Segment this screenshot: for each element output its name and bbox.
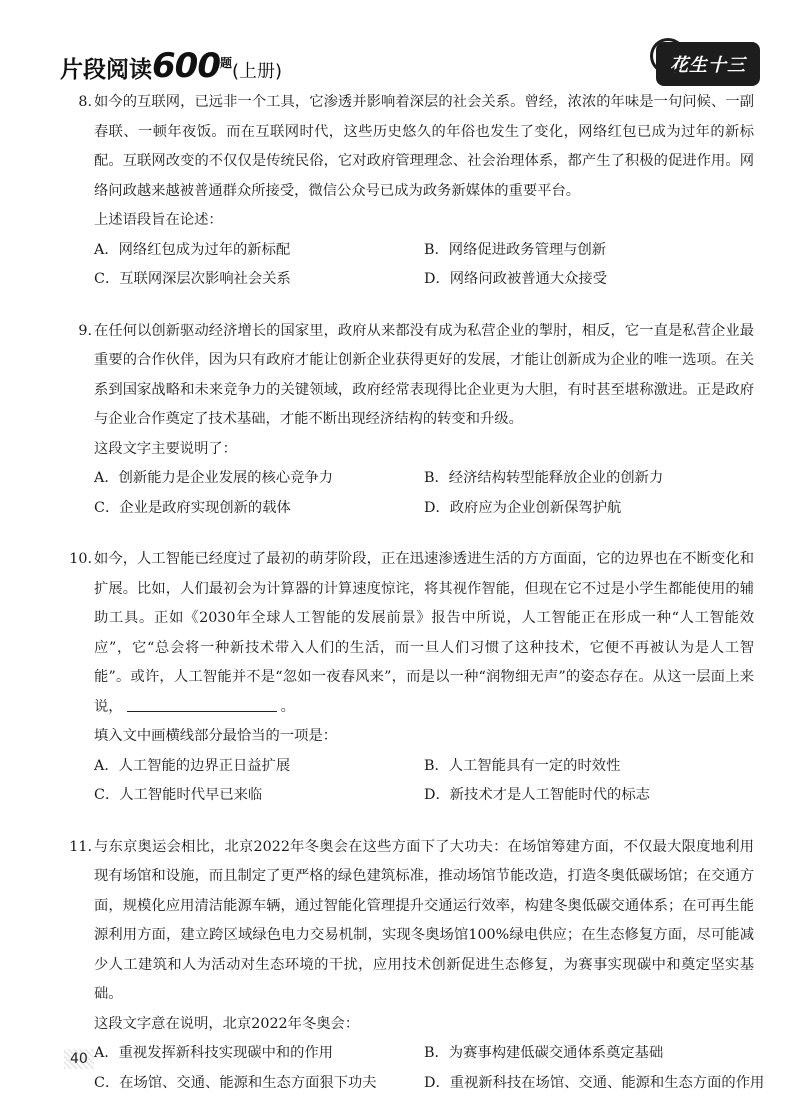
question-11 — [60, 833, 765, 1099]
option-b[interactable]: B．网络促进政务管理与创新 — [424, 241, 607, 258]
question-9 — [60, 317, 754, 524]
brand-logo — [656, 42, 760, 86]
question-prompt: 填入文中画横线部分最恰当的一项是： — [94, 728, 338, 744]
book-title-suffix: 题 — [219, 56, 232, 70]
answer-options — [60, 752, 754, 811]
option-d[interactable]: D．重视新科技在场馆、交通、能源和生态方面的作用 — [424, 1074, 765, 1091]
book-volume: (上册) — [232, 61, 283, 82]
option-a[interactable]: A．重视发挥新科技实现碳中和的作用 — [94, 1045, 334, 1061]
option-a[interactable]: A．网络红包成为过年的新标配 — [94, 241, 291, 258]
option-c[interactable]: C．在场馆、交通、能源和生态方面狠下功夫 — [94, 1074, 377, 1091]
book-title-prefix: 片段阅读 — [60, 57, 152, 83]
option-d[interactable]: D．政府应为企业创新保驾护航 — [424, 499, 622, 516]
question-text — [94, 545, 754, 722]
question-10 — [60, 545, 754, 811]
option-c[interactable]: C．人工智能时代早已来临 — [94, 787, 263, 803]
option-c[interactable]: C．企业是政府实现创新的载体 — [94, 499, 291, 516]
option-a[interactable]: A．人工智能的边界正日益扩展 — [94, 757, 291, 774]
option-b[interactable]: B．经济结构转型能释放企业的创新力 — [424, 470, 664, 486]
book-title-number: 600 — [152, 46, 220, 86]
page-number: 40 — [64, 1049, 94, 1069]
question-8 — [60, 88, 754, 295]
question-text-after-blank: 。 — [280, 698, 295, 715]
question-stem — [60, 833, 754, 1010]
question-prompt: 这段文字主要说明了： — [94, 440, 237, 457]
fill-in-blank — [127, 697, 277, 712]
question-text: 在任何以创新驱动经济增长的国家里，政府从来都没有成为私营企业的掣肘，相反，它一直是私营企业最重要的合作伙伴，因为只有政府才能让创新企业获得更好的发展，才能让创新成为企业的唯一选项。在关系到国家战略和未来竞争力的关键领域，政府经常表现得比企业更为大胆，有时甚至堪称激进。正是政府与企业合作奠定了技术基础，才能不断出现经济结构的转变和升级。 — [94, 322, 754, 427]
logo-text: 花生十三 — [670, 55, 746, 76]
answer-options — [60, 464, 754, 523]
question-number: 11. — [69, 838, 92, 855]
book-title — [60, 46, 282, 86]
option-b[interactable]: B．人工智能具有一定的时效性 — [424, 757, 621, 774]
option-d[interactable]: D．网络问政被普通大众接受 — [424, 271, 608, 287]
question-prompt: 这段文字意在说明，北京2022年冬奥会： — [94, 1015, 360, 1032]
option-d[interactable]: D．新技术才是人工智能时代的标志 — [424, 787, 650, 803]
option-b[interactable]: B．为赛事构建低碳交通体系奠定基础 — [424, 1045, 664, 1061]
question-number: 9. — [78, 322, 92, 339]
question-list — [60, 88, 765, 1120]
option-a[interactable]: A．创新能力是企业发展的核心竞争力 — [94, 470, 334, 486]
question-number: 8. — [78, 94, 92, 110]
question-number: 10. — [69, 551, 92, 567]
question-text: 与东京奥运会相比，北京2022年冬奥会在这些方面下了大功夫：在场馆筹建方面，不仅最大限度地利用现有场馆和设施，而且制定了更严格的绿色建筑标准，推动场馆节能改造，打造冬奥低碳场馆；在交通方面，规模化应用清洁能源车辆，通过智能化管理提升交通运行效率，构建冬奥低碳交通体系；在可再生能源利用方面，建立跨区域绿色电力交易机制，实现冬奥场馆100%绿电供应；在生态修复方面，尽可能减少人工建筑和人为活动对生态环境的干扰，应用技术创新促进生态修复，为赛事实现碳中和奠定坚实基础。 — [94, 838, 754, 1002]
question-prompt: 上述语段旨在论述： — [94, 212, 223, 228]
logo-swirl-icon — [650, 38, 686, 74]
answer-options — [60, 236, 754, 295]
option-c[interactable]: C．互联网深层次影响社会关系 — [94, 271, 291, 287]
question-stem — [60, 317, 754, 435]
answer-options — [60, 1039, 765, 1098]
question-stem — [60, 545, 754, 722]
page-header — [60, 42, 760, 88]
question-text: 如今的互联网，已远非一个工具，它渗透并影响着深层的社会关系。曾经，浓浓的年味是一句问候、一副春联、一顿年夜饭。而在互联网时代，这些历史悠久的年俗也发生了变化，网络红包已成为过年的新标配。互联网改变的不仅仅是传统民俗，它对政府管理理念、社会治理体系，都产生了积极的促进作用。网络问政越来越被普通群众所接受，微信公众号已成为政务新媒体的重要平台。 — [94, 94, 754, 199]
question-text-before-blank: 如今，人工智能已经度过了最初的萌芽阶段，正在迅速渗透进生活的方方面面，它的边界也在不断变化和扩展。比如，人们最初会为计算器的计算速度惊诧，将其视作智能，但现在它不过是小学生都能使用的辅助工具。正如《2030年全球人工智能的发展前景》报告中所说，人工智能正在形成一种“人工智能效应”，它“总会将一种新技术带入人们的生活，而一旦人们习惯了这种技术，它便不再被认为是人工智能”。或许，人工智能并不是“忽如一夜春风来”，而是以一种“润物细无声”的姿态存在。从这一层面上来说， — [94, 551, 754, 715]
question-stem — [60, 88, 754, 206]
